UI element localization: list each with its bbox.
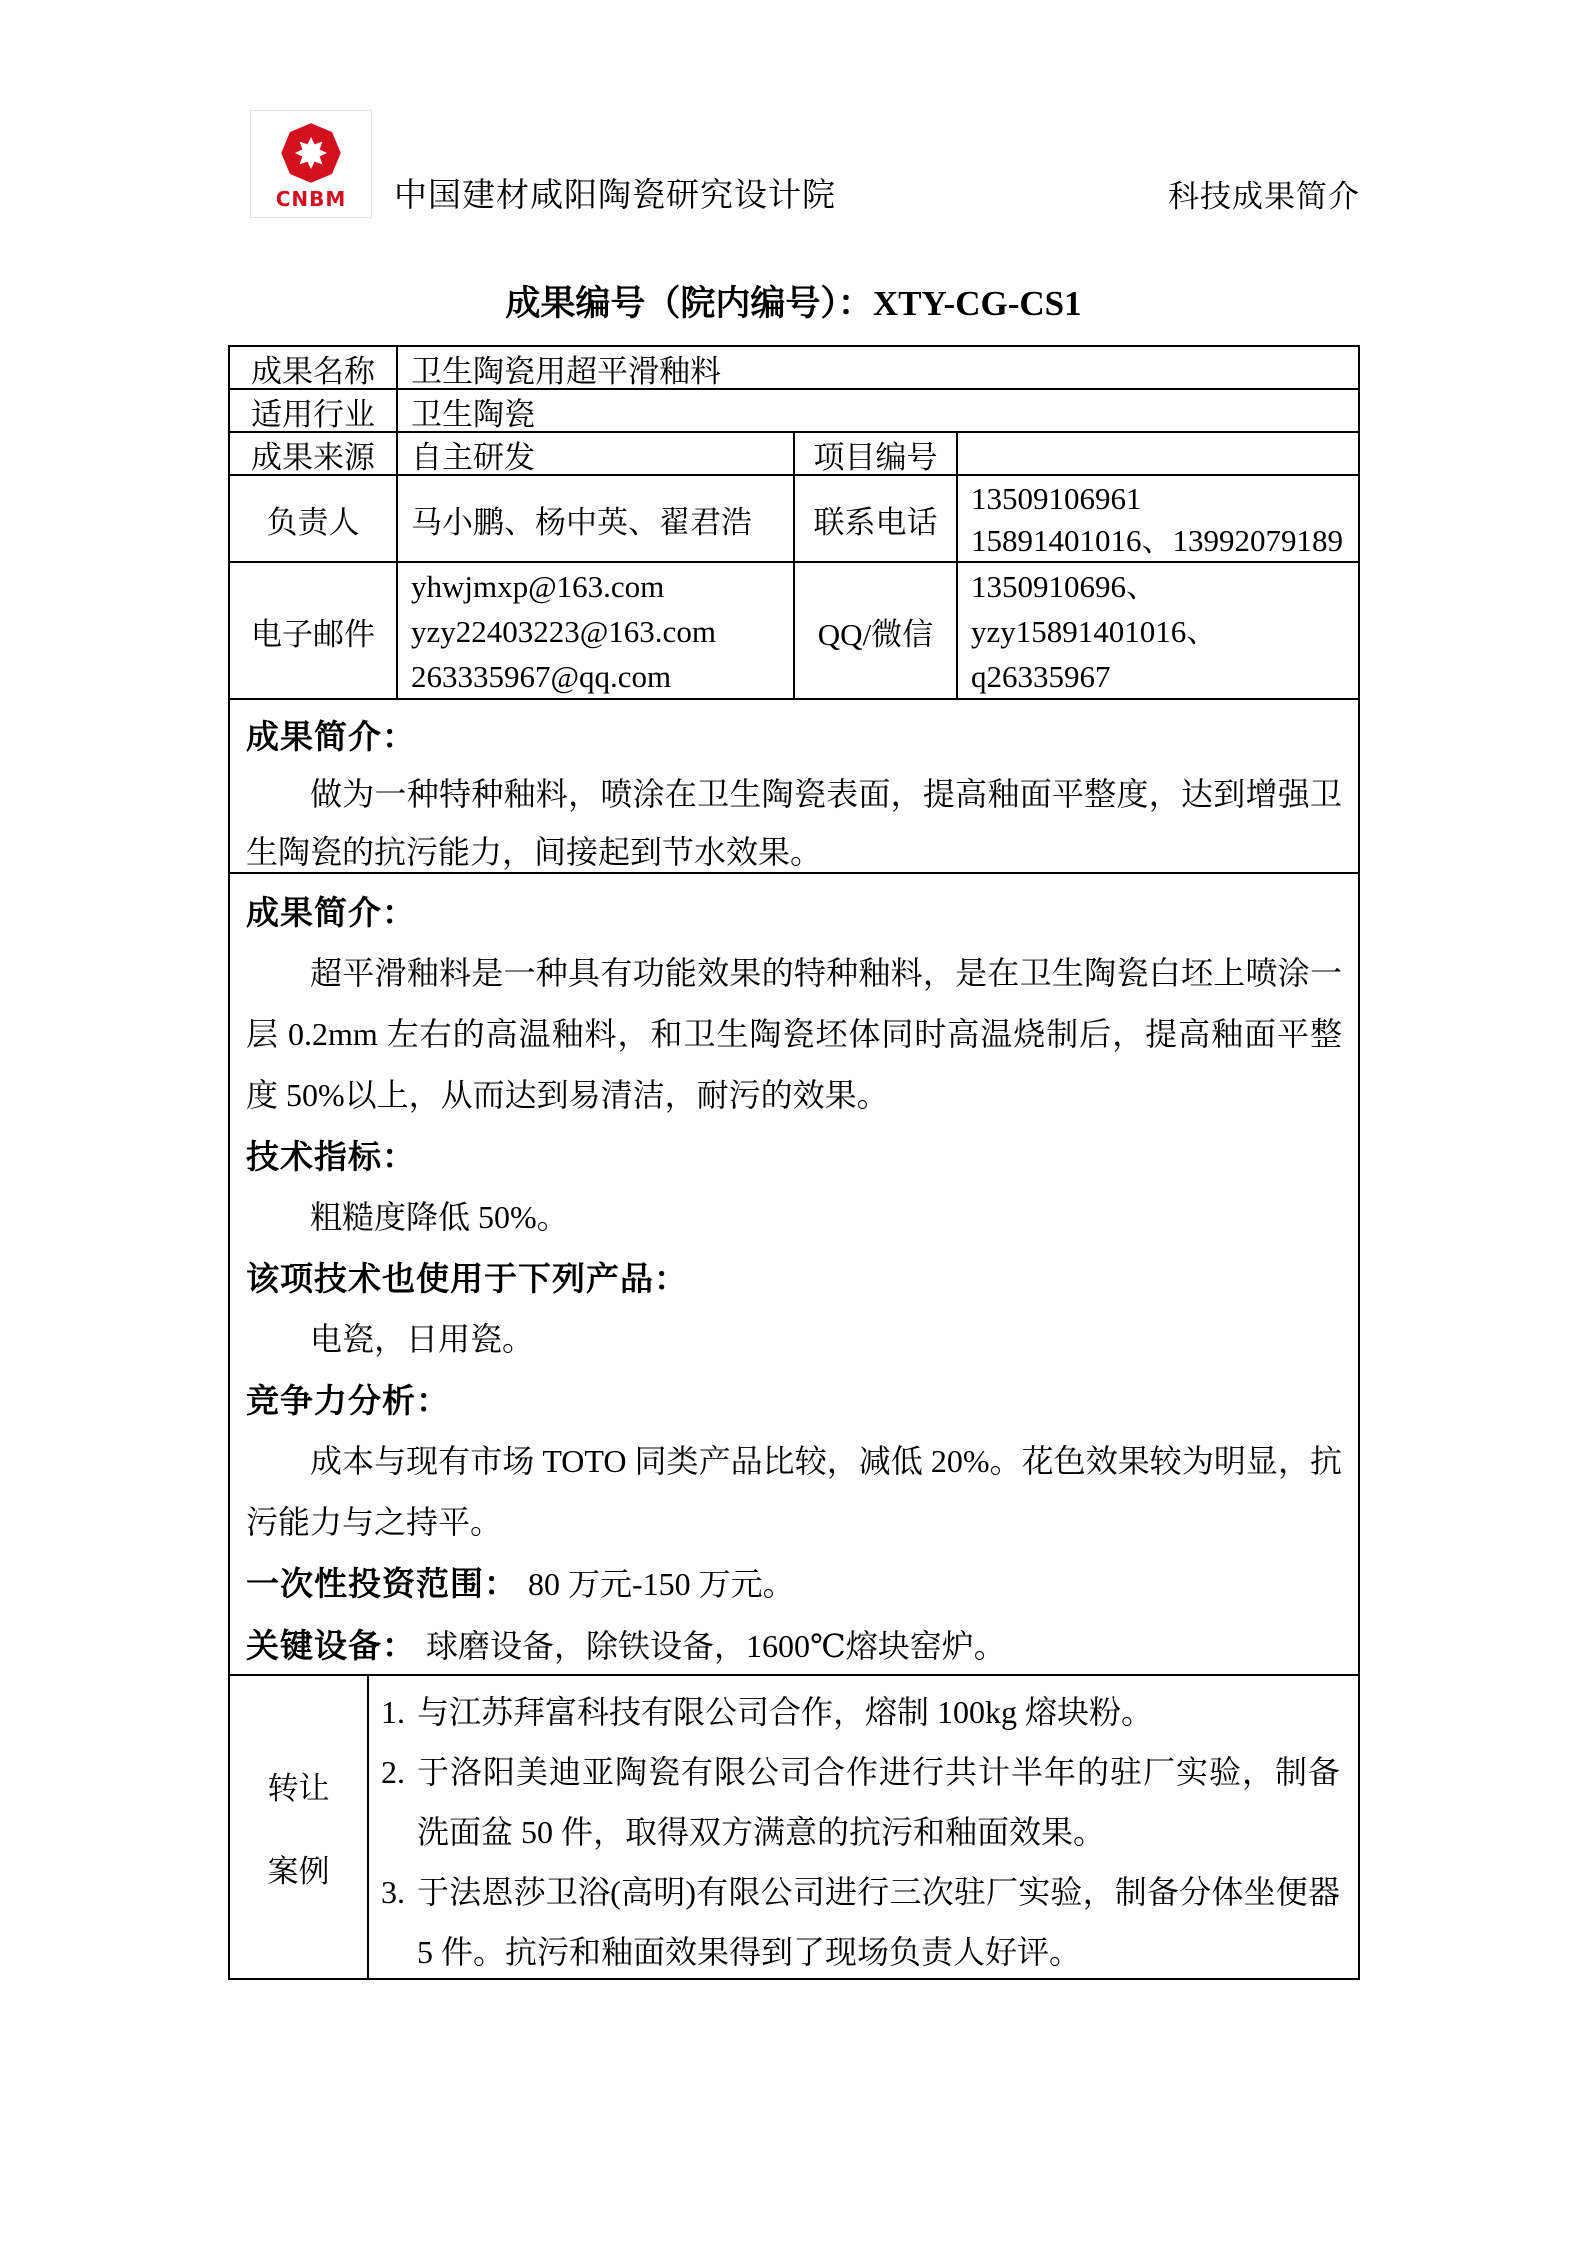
phone-value xyxy=(958,476,1358,563)
source-value: 自主研发 xyxy=(398,433,795,476)
other-products-heading: 该项技术也使用于下列产品： xyxy=(246,1259,688,1298)
qq-wechat-value xyxy=(958,563,1358,700)
cnbm-logo xyxy=(250,110,372,218)
phone-line: 13509106961 xyxy=(971,480,1142,516)
case-number: 3. xyxy=(381,1874,405,1910)
organization-name: 中国建材咸阳陶瓷研究设计院 xyxy=(394,175,836,214)
achievement-table xyxy=(228,345,1360,1980)
transfer-label-line: 转让 xyxy=(267,1771,330,1806)
page-header xyxy=(250,110,1360,218)
transfer-cases-list xyxy=(369,1676,1358,1978)
table-row xyxy=(230,563,1358,700)
email-line: yhwjmxp@163.com xyxy=(411,569,665,604)
email-line: 263335967@qq.com xyxy=(411,659,672,694)
qq-line: q26335967 xyxy=(971,659,1111,694)
intro2-heading: 成果简介： xyxy=(246,893,416,932)
page-title: 成果编号（院内编号）：XTY-CG-CS1 xyxy=(505,284,1082,323)
key-equipment-label: 关键设备： xyxy=(246,1626,416,1665)
phone-line: 15891401016、13992079189 xyxy=(971,522,1343,558)
leader-label: 负责人 xyxy=(230,476,398,563)
project-number-label: 项目编号 xyxy=(795,433,958,476)
document-type-label: 科技成果简介 xyxy=(1168,179,1360,215)
case-number: 1. xyxy=(381,1694,405,1730)
qq-line: 1350910696、yzy15891401016、 xyxy=(971,569,1218,649)
table-row xyxy=(230,390,1358,433)
tech-indicators-heading: 技术指标： xyxy=(246,1137,416,1176)
industry-label: 适用行业 xyxy=(230,390,398,433)
case-text: 与江苏拜富科技有限公司合作，熔制 100kg 熔块粉。 xyxy=(417,1694,1154,1730)
intro1-heading: 成果简介： xyxy=(246,717,416,756)
email-label: 电子邮件 xyxy=(230,563,398,700)
key-equipment-line xyxy=(246,1615,1342,1677)
intro1-paragraph: 做为一种特种釉料，喷涂在卫生陶瓷表面，提高釉面平整度，达到增强卫生陶瓷的抗污能力，间接起到节水效果。 xyxy=(246,776,1342,870)
email-value xyxy=(398,563,795,700)
investment-label: 一次性投资范围： xyxy=(246,1564,518,1603)
intro2-paragraph: 超平滑釉料是一种具有功能效果的特种釉料，是在卫生陶瓷白坯上喷涂一层 0.2mm 左右的高温釉料，和卫生陶瓷坯体同时高温烧制后，提高釉面平整度 50%以上，从而达到易清洁，耐污的效果。 xyxy=(246,955,1342,1113)
investment-value: 80 万元-150 万元。 xyxy=(528,1566,795,1602)
result-name-value: 卫生陶瓷用超平滑釉料 xyxy=(411,354,721,389)
other-products-paragraph: 电瓷，日用瓷。 xyxy=(310,1321,535,1357)
case-number: 2. xyxy=(381,1754,405,1790)
cnbm-octagon-star-icon xyxy=(280,122,342,184)
section-transfer-cases xyxy=(230,1676,1358,1978)
table-row xyxy=(230,476,1358,563)
transfer-case-item xyxy=(369,1862,1340,1982)
investment-line xyxy=(246,1553,1342,1615)
qq-wechat-label: QQ/微信 xyxy=(795,563,958,700)
case-text: 于洛阳美迪亚陶瓷有限公司合作进行共计半年的驻厂实验，制备洗面盆 50 件，取得双方满意的抗污和釉面效果。 xyxy=(417,1754,1340,1850)
competitiveness-paragraph: 成本与现有市场 TOTO 同类产品比较，减低 20%。花色效果较为明显，抗污能力与之持平。 xyxy=(246,1443,1342,1540)
cnbm-logo-text: CNBM xyxy=(275,187,347,211)
transfer-case-item xyxy=(369,1742,1340,1862)
case-text: 于法恩莎卫浴(高明)有限公司进行三次驻厂实验，制备分体坐便器 5 件。抗污和釉面效果得到了现场负责人好评。 xyxy=(417,1874,1340,1970)
leader-value: 马小鹏、杨中英、翟君浩 xyxy=(398,476,795,563)
section-details xyxy=(230,874,1358,1676)
transfer-cases-label xyxy=(230,1676,369,1978)
industry-value: 卫生陶瓷 xyxy=(411,397,535,432)
transfer-label-line: 案例 xyxy=(267,1854,330,1889)
table-row xyxy=(230,433,1358,476)
phone-label: 联系电话 xyxy=(795,476,958,563)
section-intro-1 xyxy=(230,700,1358,874)
competitiveness-heading: 竞争力分析： xyxy=(246,1381,450,1420)
email-line: yzy22403223@163.com xyxy=(411,614,716,649)
tech-indicators-paragraph: 粗糙度降低 50%。 xyxy=(310,1199,569,1235)
table-row xyxy=(230,347,1358,390)
result-name-label: 成果名称 xyxy=(230,347,398,390)
key-equipment-value: 球磨设备，除铁设备，1600℃熔块窑炉。 xyxy=(426,1628,1006,1664)
transfer-case-item xyxy=(369,1682,1340,1742)
project-number-value xyxy=(958,433,1358,476)
source-label: 成果来源 xyxy=(230,433,398,476)
